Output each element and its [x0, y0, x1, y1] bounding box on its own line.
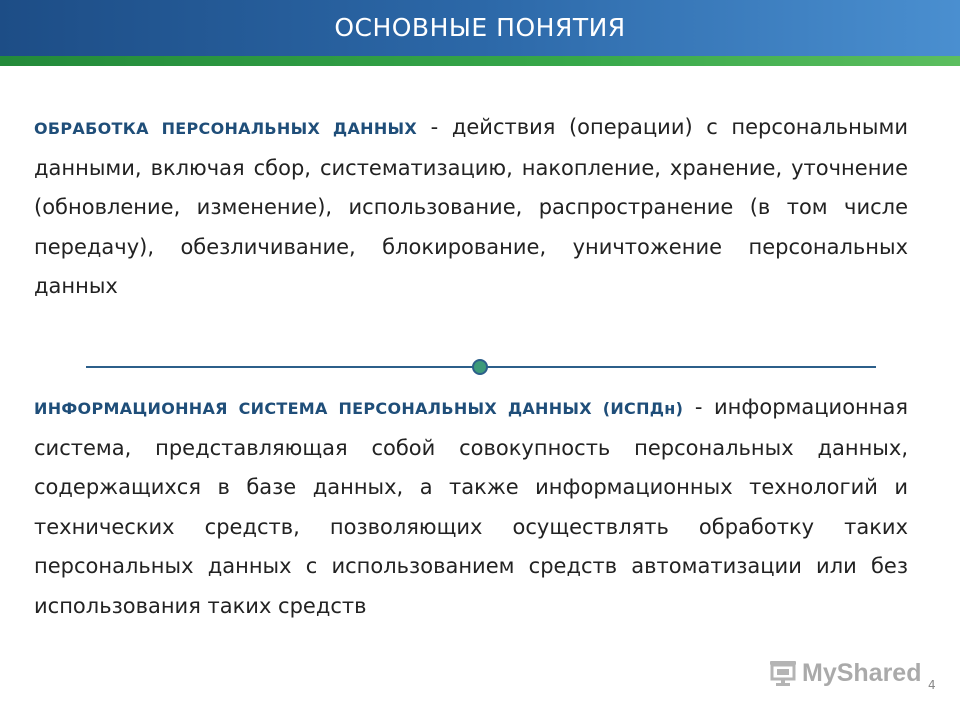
slide-title: ОСНОВНЫЕ ПОНЯТИЯ	[334, 13, 626, 42]
watermark-text: MyShared	[802, 658, 922, 687]
definition-text: - действия (операции) с персональными данными, включая сбор, систематизацию, накопление, хранение, уточнение (обновление, изменение), использование, распространение (в том числе передачу), обезличивание, блокирование, уничтожение персональных данных	[34, 115, 908, 298]
page-number: 4	[928, 678, 936, 692]
header-accent-bar	[0, 56, 960, 66]
slide-header	[0, 0, 960, 56]
definition-term: ОБРАБОТКА ПЕРСОНАЛЬНЫХ ДАННЫХ	[34, 119, 418, 138]
definition-term: ИНФОРМАЦИОННАЯ СИСТЕМА ПЕРСОНАЛЬНЫХ ДАННЫХ (ИСПДн)	[34, 399, 684, 418]
divider-dot	[472, 359, 488, 375]
definition-information-system	[34, 388, 908, 626]
presentation-screen-icon	[768, 659, 798, 687]
definition-processing	[34, 108, 908, 307]
definition-text: - информационная система, представляющая собой совокупность персональных данных, содержащихся в базе данных, а также информационных технологий и технических средств, позволяющих осуществлять обработку таких персональных данных с использованием средств автоматизации или без использования таких средств	[34, 395, 909, 618]
watermark-logo	[768, 658, 921, 688]
